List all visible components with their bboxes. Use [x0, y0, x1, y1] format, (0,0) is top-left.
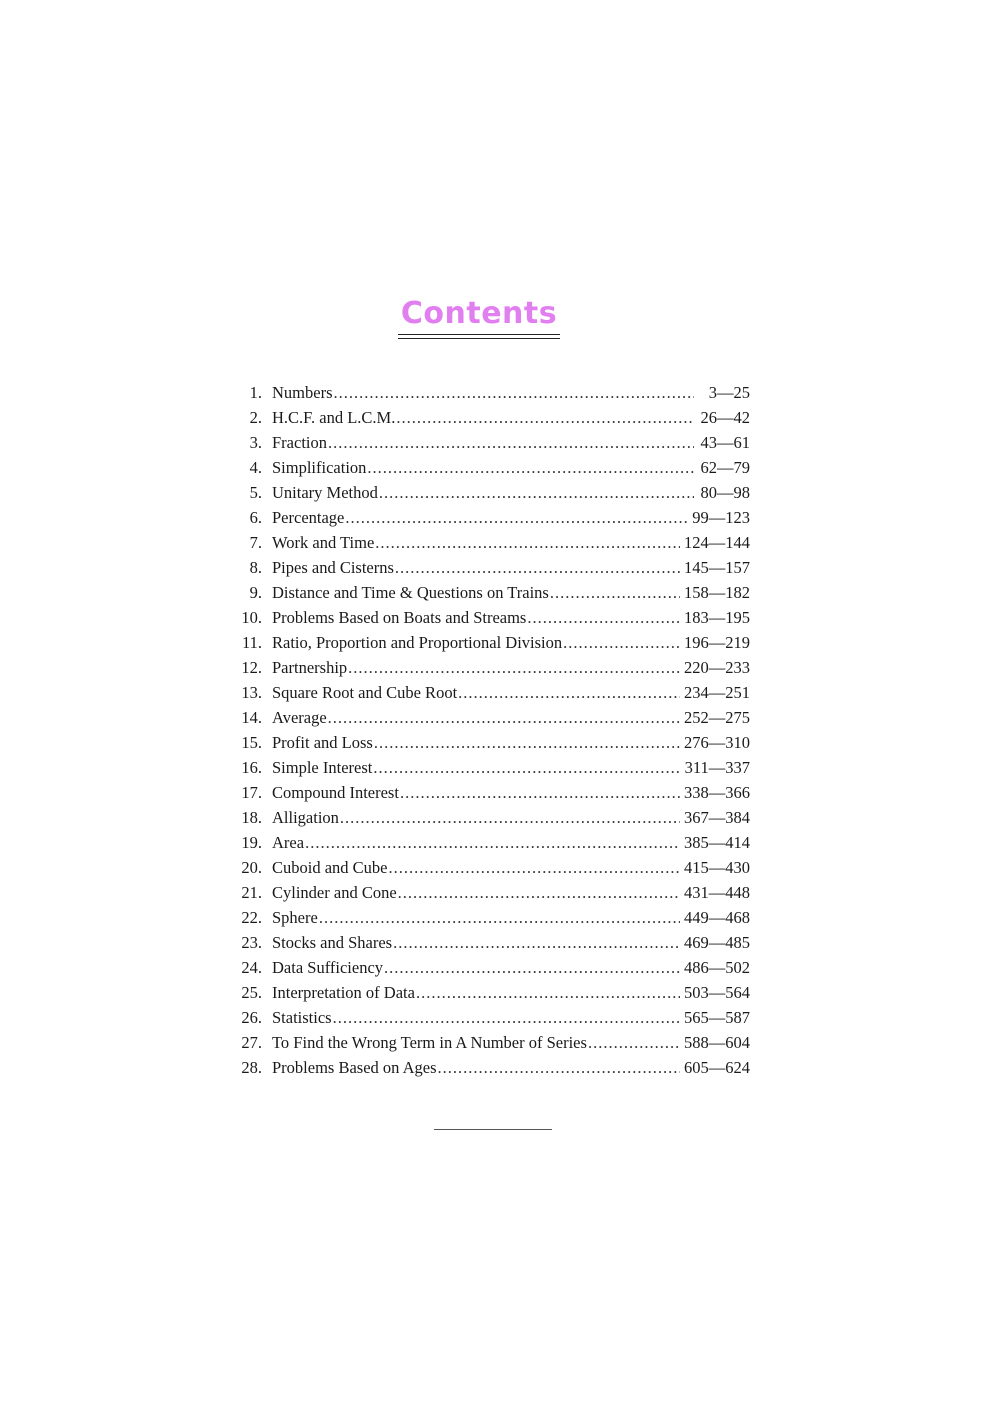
toc-entry-number: 4.: [249, 458, 262, 477]
toc-entry-number: 9.: [249, 583, 262, 602]
toc-dot-leader: [527, 605, 680, 630]
toc-dot-leader: [588, 1030, 680, 1055]
toc-entry[interactable]: [230, 1030, 750, 1055]
page-title: Contents: [400, 296, 558, 331]
toc-entry-number: 8.: [249, 558, 262, 577]
toc-dot-leader: [550, 580, 680, 605]
toc-entry-number: 23.: [241, 933, 262, 952]
toc-entry-title: Problems Based on Boats and Streams: [272, 608, 527, 627]
toc-entry-title: Partnership: [272, 658, 348, 677]
toc-entry-number: 17.: [241, 783, 262, 802]
toc-dot-leader: [328, 430, 694, 455]
toc-entry[interactable]: [230, 930, 750, 955]
toc-entry[interactable]: [230, 730, 750, 755]
toc-entry-title: Average: [272, 708, 327, 727]
toc-entry-title: Simple Interest: [272, 758, 373, 777]
toc-entry-pages: 80—98: [700, 483, 750, 502]
toc-entry-number: 14.: [241, 708, 262, 727]
toc-dot-leader: [393, 930, 680, 955]
toc-entry-title: Distance and Time & Questions on Trains: [272, 583, 549, 602]
toc-entry-title: Sphere: [272, 908, 318, 927]
toc-entry-pages: 183—195: [684, 608, 750, 627]
toc-entry-number: 5.: [249, 483, 262, 502]
toc-entry-title: Numbers: [272, 383, 333, 402]
toc-entry-pages: 415—430: [684, 858, 750, 877]
toc-entry-pages: 26—42: [700, 408, 750, 427]
toc-entry-title: Cuboid and Cube: [272, 858, 388, 877]
toc-entry-pages: 503—564: [684, 983, 750, 1002]
toc-entry-number: 28.: [241, 1058, 262, 1077]
toc-dot-leader: [333, 1005, 680, 1030]
toc-entry-number: 6.: [249, 508, 262, 527]
toc-entry-number: 19.: [241, 833, 262, 852]
toc-entry-pages: 220—233: [684, 658, 750, 677]
toc-entry-pages: 158—182: [684, 583, 750, 602]
toc-entry-title: Profit and Loss: [272, 733, 373, 752]
toc-entry[interactable]: [230, 755, 750, 780]
toc-entry-pages: 3—25: [708, 383, 750, 402]
toc-entry[interactable]: [230, 980, 750, 1005]
toc-entry-pages: 99—123: [692, 508, 750, 527]
toc-entry-pages: 311—337: [684, 758, 750, 777]
toc-entry-number: 27.: [241, 1033, 262, 1052]
toc-entry[interactable]: [230, 1005, 750, 1030]
toc-entry-title: Ratio, Proportion and Proportional Division: [272, 633, 563, 652]
title-double-underline: [398, 334, 560, 339]
toc-entry-number: 13.: [241, 683, 262, 702]
toc-entry-number: 7.: [249, 533, 262, 552]
table-of-contents: [230, 380, 750, 1080]
toc-entry-number: 12.: [241, 658, 262, 677]
toc-entry-number: 22.: [241, 908, 262, 927]
toc-entry-pages: 469—485: [684, 933, 750, 952]
toc-entry-title: H.C.F. and L.C.M.: [272, 408, 396, 427]
toc-entry-pages: 276—310: [684, 733, 750, 752]
toc-entry-title: Data Sufficiency: [272, 958, 384, 977]
toc-dot-leader: [379, 480, 694, 505]
toc-entry-pages: 588—604: [684, 1033, 750, 1052]
toc-entry-pages: 145—157: [684, 558, 750, 577]
toc-entry[interactable]: [230, 855, 750, 880]
toc-entry[interactable]: [230, 530, 750, 555]
toc-entry[interactable]: [230, 705, 750, 730]
toc-entry[interactable]: [230, 955, 750, 980]
toc-dot-leader: [458, 680, 680, 705]
toc-entry-title: Alligation: [272, 808, 339, 827]
toc-entry-number: 2.: [249, 408, 262, 427]
toc-entry-pages: 43—61: [700, 433, 750, 452]
toc-entry-title: Percentage: [272, 508, 345, 527]
toc-entry[interactable]: [230, 830, 750, 855]
toc-entry-title: Pipes and Cisterns: [272, 558, 394, 577]
toc-entry-number: 11.: [241, 633, 262, 652]
toc-entry[interactable]: [230, 480, 750, 505]
toc-dot-leader: [367, 455, 694, 480]
toc-entry-title: Fraction: [272, 433, 327, 452]
toc-dot-leader: [398, 880, 680, 905]
toc-entry-title: Unitary Method: [272, 483, 378, 502]
toc-entry[interactable]: [230, 455, 750, 480]
toc-dot-leader: [348, 655, 680, 680]
toc-dot-leader: [305, 830, 680, 855]
toc-entry[interactable]: [230, 380, 750, 405]
toc-entry-title: Square Root and Cube Root: [272, 683, 458, 702]
toc-entry-number: 25.: [241, 983, 262, 1002]
toc-entry[interactable]: [230, 630, 750, 655]
toc-entry-number: 15.: [241, 733, 262, 752]
toc-entry-pages: 234—251: [684, 683, 750, 702]
toc-entry-number: 21.: [241, 883, 262, 902]
toc-entry-pages: 486—502: [684, 958, 750, 977]
end-divider: [434, 1129, 552, 1130]
toc-entry-title: Interpretation of Data: [272, 983, 415, 1002]
toc-dot-leader: [319, 905, 680, 930]
toc-entry-number: 10.: [241, 608, 262, 627]
toc-entry-title: Statistics: [272, 1008, 332, 1027]
toc-entry[interactable]: [230, 605, 750, 630]
toc-entry-title: Area: [272, 833, 305, 852]
toc-entry-number: 26.: [241, 1008, 262, 1027]
toc-entry-title: To Find the Wrong Term in A Number of Series: [272, 1033, 587, 1052]
toc-entry-number: 20.: [241, 858, 262, 877]
toc-entry-number: 24.: [241, 958, 262, 977]
toc-dot-leader: [328, 705, 680, 730]
toc-entry-title: Stocks and Shares: [272, 933, 393, 952]
toc-entry[interactable]: [230, 430, 750, 455]
toc-entry[interactable]: [230, 580, 750, 605]
toc-entry[interactable]: [230, 505, 750, 530]
toc-dot-leader: [384, 955, 680, 980]
toc-entry-title: Compound Interest: [272, 783, 399, 802]
toc-entry[interactable]: [230, 555, 750, 580]
toc-entry-pages: 252—275: [684, 708, 750, 727]
toc-dot-leader: [340, 805, 680, 830]
toc-entry-pages: 431—448: [684, 883, 750, 902]
toc-entry-number: 16.: [241, 758, 262, 777]
toc-dot-leader: [345, 505, 688, 530]
toc-dot-leader: [395, 555, 680, 580]
toc-entry[interactable]: [230, 655, 750, 680]
toc-entry-pages: 565—587: [684, 1008, 750, 1027]
contents-heading: [398, 296, 560, 339]
toc-entry[interactable]: [230, 680, 750, 705]
toc-dot-leader: [416, 980, 680, 1005]
toc-entry[interactable]: [230, 905, 750, 930]
toc-entry-pages: 367—384: [684, 808, 750, 827]
toc-entry-pages: 605—624: [684, 1058, 750, 1077]
toc-entry-number: 1.: [249, 383, 262, 402]
toc-dot-leader: [438, 1055, 680, 1080]
toc-entry-pages: 449—468: [684, 908, 750, 927]
toc-entry[interactable]: [230, 1055, 750, 1080]
toc-entry-pages: 385—414: [684, 833, 750, 852]
toc-dot-leader: [373, 755, 680, 780]
toc-entry-title: Simplification: [272, 458, 367, 477]
toc-dot-leader: [374, 730, 680, 755]
toc-entry-pages: 62—79: [700, 458, 750, 477]
toc-entry-number: 3.: [249, 433, 262, 452]
toc-entry-number: 18.: [241, 808, 262, 827]
toc-dot-leader: [396, 405, 694, 430]
toc-entry[interactable]: [230, 780, 750, 805]
toc-entry-pages: 124—144: [684, 533, 750, 552]
toc-entry[interactable]: [230, 405, 750, 430]
toc-dot-leader: [389, 855, 681, 880]
toc-entry-pages: 196—219: [684, 633, 750, 652]
toc-dot-leader: [563, 630, 680, 655]
toc-dot-leader: [400, 780, 680, 805]
toc-entry-title: Problems Based on Ages: [272, 1058, 437, 1077]
toc-dot-leader: [375, 530, 680, 555]
toc-entry-title: Cylinder and Cone: [272, 883, 397, 902]
toc-entry[interactable]: [230, 805, 750, 830]
toc-dot-leader: [334, 380, 695, 405]
toc-entry-pages: 338—366: [684, 783, 750, 802]
toc-entry[interactable]: [230, 880, 750, 905]
toc-entry-title: Work and Time: [272, 533, 375, 552]
